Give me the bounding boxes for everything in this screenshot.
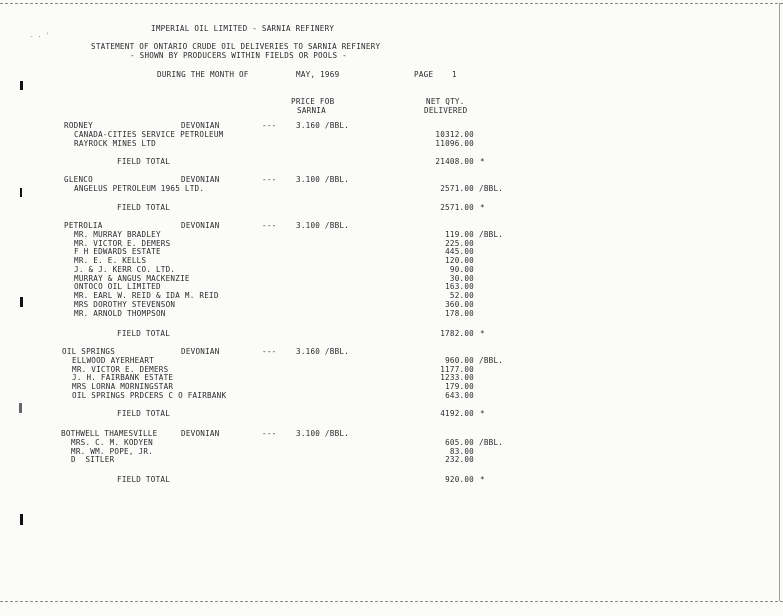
- price-column-header-sub: SARNIA: [297, 106, 326, 115]
- field-total-label: FIELD TOTAL: [117, 409, 171, 418]
- producer-qty: 2571.00: [440, 184, 474, 193]
- producer-qty: 1177.00: [440, 365, 474, 374]
- field-price: 3.100 /BBL.: [296, 175, 350, 184]
- producer-unit: /BBL.: [479, 230, 504, 239]
- producer-name: ONTOCO OIL LIMITED: [74, 282, 161, 291]
- producer-name: MR. MURRAY BRADLEY: [74, 230, 161, 239]
- producer-qty: 1233.00: [440, 373, 474, 382]
- producer-qty: 225.00: [445, 239, 474, 248]
- field-total-mark: *: [480, 475, 485, 484]
- producer-unit: /BBL.: [479, 184, 504, 193]
- formation: DEVONIAN: [181, 121, 220, 130]
- field-name: BOTHWELL THAMESVILLE: [61, 429, 158, 438]
- producer-name: CANADA-CITIES SERVICE PETROLEUM: [74, 130, 224, 139]
- formation: DEVONIAN: [181, 347, 220, 356]
- field-price: 3.100 /BBL.: [296, 221, 350, 230]
- field-total-label: FIELD TOTAL: [117, 203, 171, 212]
- producer-qty: 643.00: [445, 391, 474, 400]
- producer-name: MRS DOROTHY STEVENSON: [74, 300, 176, 309]
- month-label: DURING THE MONTH OF: [157, 70, 249, 79]
- producer-name: MR. VICTOR E. DEMERS: [74, 239, 171, 248]
- producer-qty: 232.00: [445, 455, 474, 464]
- field-total-value: 1782.00: [440, 329, 474, 338]
- producer-qty: 90.00: [449, 265, 474, 274]
- statement-subtitle: - SHOWN BY PRODUCERS WITHIN FIELDS OR POOLS -: [130, 51, 347, 60]
- producer-name: J. & J. KERR CO. LTD.: [74, 265, 176, 274]
- producer-name: RAYROCK MINES LTD: [74, 139, 156, 148]
- field-total-mark: *: [480, 409, 485, 418]
- company-heading: IMPERIAL OIL LIMITED - SARNIA REFINERY: [151, 24, 335, 33]
- producer-qty: 445.00: [445, 247, 474, 256]
- producer-name: MRS LORNA MORNINGSTAR: [72, 382, 174, 391]
- scan-mark: [20, 514, 23, 525]
- price-dash: ---: [262, 221, 277, 230]
- field-total-label: FIELD TOTAL: [117, 157, 171, 166]
- formation: DEVONIAN: [181, 221, 220, 230]
- producer-name: MR. ARNOLD THOMPSON: [74, 309, 166, 318]
- price-dash: ---: [262, 175, 277, 184]
- field-total-mark: *: [480, 329, 485, 338]
- field-name: GLENCO: [64, 175, 93, 184]
- month-value: MAY, 1969: [296, 70, 340, 79]
- field-total-label: FIELD TOTAL: [117, 475, 171, 484]
- scan-mark: [20, 81, 23, 90]
- field-price: 3.100 /BBL.: [296, 429, 350, 438]
- producer-qty: 119.00: [445, 230, 474, 239]
- producer-qty: 83.00: [449, 447, 474, 456]
- field-price: 3.160 /BBL.: [296, 347, 350, 356]
- price-dash: ---: [262, 429, 277, 438]
- producer-qty: 360.00: [445, 300, 474, 309]
- producer-name: MRS. C. M. KODYEN: [71, 438, 153, 447]
- producer-name: OIL SPRINGS PRDCERS C O FAIRBANK: [72, 391, 227, 400]
- producer-name: ANGELUS PETROLEUM 1965 LTD.: [74, 184, 205, 193]
- qty-column-header-sub: DELIVERED: [424, 106, 468, 115]
- scan-speck: . . ': [30, 32, 50, 39]
- field-price: 3.160 /BBL.: [296, 121, 350, 130]
- statement-title: STATEMENT OF ONTARIO CRUDE OIL DELIVERIES TO SARNIA REFINERY: [91, 42, 381, 51]
- price-dash: ---: [262, 347, 277, 356]
- field-total-label: FIELD TOTAL: [117, 329, 171, 338]
- producer-qty: 30.00: [449, 274, 474, 283]
- producer-qty: 178.00: [445, 309, 474, 318]
- formation: DEVONIAN: [181, 175, 220, 184]
- producer-name: ELLWOOD AYERHEART: [72, 356, 154, 365]
- page-label: PAGE: [414, 70, 434, 79]
- page-number: 1: [452, 70, 457, 79]
- producer-unit: /BBL.: [479, 438, 504, 447]
- producer-name: J. H. FAIRBANK ESTATE: [72, 373, 174, 382]
- field-name: RODNEY: [64, 121, 93, 130]
- field-total-value: 920.00: [445, 475, 474, 484]
- producer-name: MR. WM. POPE, JR.: [71, 447, 153, 456]
- producer-qty: 605.00: [445, 438, 474, 447]
- producer-name: D SITLER: [71, 455, 115, 464]
- producer-name: MR. E. E. KELLS: [74, 256, 147, 265]
- scan-mark: [20, 297, 23, 307]
- formation: DEVONIAN: [181, 429, 220, 438]
- scan-mark: [19, 403, 22, 413]
- producer-qty: 52.00: [449, 291, 474, 300]
- qty-column-header: NET QTY.: [426, 97, 465, 106]
- producer-qty: 120.00: [445, 256, 474, 265]
- field-total-mark: *: [480, 157, 485, 166]
- field-total-mark: *: [480, 203, 485, 212]
- producer-name: MURRAY & ANGUS MACKENZIE: [74, 274, 190, 283]
- field-name: OIL SPRINGS: [62, 347, 116, 356]
- scan-mark: [20, 188, 22, 197]
- field-name: PETROLIA: [64, 221, 103, 230]
- producer-name: F H EDWARDS ESTATE: [74, 247, 161, 256]
- producer-qty: 179.00: [445, 382, 474, 391]
- producer-unit: /BBL.: [479, 356, 504, 365]
- producer-qty: 960.00: [445, 356, 474, 365]
- field-total-value: 2571.00: [440, 203, 474, 212]
- producer-name: MR. EARL W. REID & IDA M. REID: [74, 291, 219, 300]
- field-total-value: 21408.00: [435, 157, 474, 166]
- producer-qty: 10312.00: [435, 130, 474, 139]
- field-total-value: 4192.00: [440, 409, 474, 418]
- producer-name: MR. VICTOR E. DEMERS: [72, 365, 169, 374]
- producer-qty: 11096.00: [435, 139, 474, 148]
- top-border-rule: [0, 3, 783, 4]
- producer-qty: 163.00: [445, 282, 474, 291]
- right-border-rule: [779, 3, 780, 601]
- price-column-header: PRICE FOB: [291, 97, 335, 106]
- price-dash: ---: [262, 121, 277, 130]
- bottom-border-rule: [0, 601, 783, 602]
